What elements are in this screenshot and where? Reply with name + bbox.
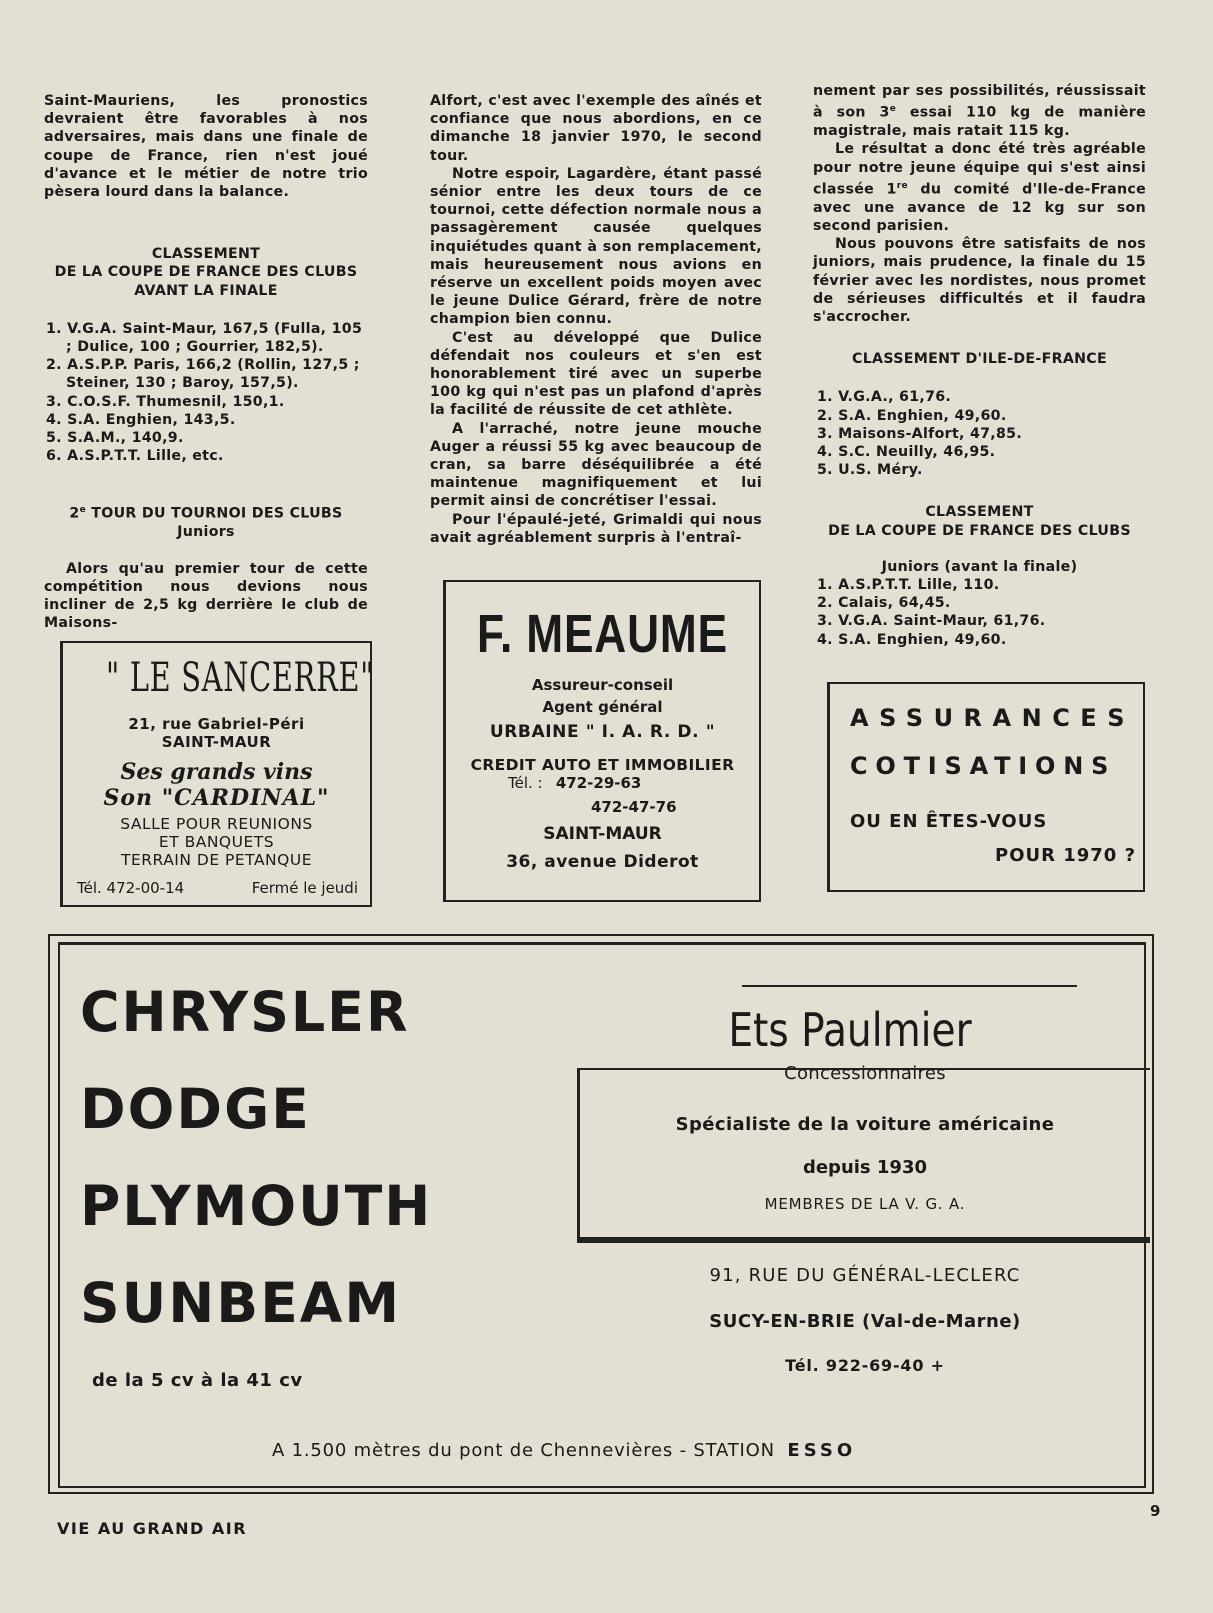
sancerre-closed: Fermé le jeudi bbox=[251, 879, 358, 897]
col1-tour-para: Alors qu'au premier tour de cette compétition nous devions nous incliner de 2,5 kg derrière le club de Maisons- bbox=[44, 560, 368, 632]
chrysler-footer: A 1.500 mètres du pont de Chennevières - STATION ESSO bbox=[272, 1440, 857, 1461]
col3-cf-heading: CLASSEMENT DE LA COUPE DE FRANCE DES CLUBS bbox=[828, 504, 1131, 539]
paulmier-town: SUCY-EN-BRIE (Val-de-Marne) bbox=[709, 1311, 1021, 1332]
sancerre-address: 21, rue Gabriel-Péri bbox=[128, 715, 305, 733]
list-item: 6. A.S.P.T.T. Lille, etc. bbox=[46, 448, 224, 465]
col3-para-1: nement par ses possibilités, réussissait à son 3e essai 110 kg de manière magistrale, mais ratait 115 kg. bbox=[813, 83, 1147, 140]
ad-le-sancerre bbox=[60, 641, 375, 907]
col1-intro: Saint-Mauriens, les pronostics devraient être favorables à nos adversaires, mais dans une finale de coupe de France, rien n'est joué d'avance et le métier de notre trio pèsera lourd dans la balance. bbox=[44, 93, 368, 201]
column-2 bbox=[430, 92, 762, 547]
list-item: 3. C.O.S.F. Thumesnil, 150,1. bbox=[46, 393, 285, 410]
meaume-role1: Assureur-conseil bbox=[531, 676, 674, 694]
sancerre-l4: ET BANQUETS bbox=[158, 833, 275, 851]
col2-para-2: Notre espoir, Lagardère, étant passé sénior entre les deux tours de ce tournoi, cette défection normale nous a passagèrement causée quelques inquiétudes quant à son remplacement, mais heureusement nous avions en réserve un excellent poids moyen avec le jeune Dulice Gérard, frère de notre champion bien connu. bbox=[430, 165, 762, 328]
list-item: 4. S.A. Enghien, 49,60. bbox=[817, 631, 1007, 648]
list-item: 4. S.C. Neuilly, 46,95. bbox=[817, 443, 996, 460]
sancerre-tel: Tél. 472-00-14 bbox=[77, 879, 185, 897]
sancerre-name: " LE SANCERRE" bbox=[105, 655, 375, 701]
list-item: 5. S.A.M., 140,9. bbox=[46, 430, 184, 447]
col3-cf-list bbox=[813, 576, 1146, 649]
ad-f-meaume bbox=[443, 580, 761, 902]
paulmier-specialist: Spécialiste de la voiture américaine bbox=[675, 1114, 1055, 1135]
assurances-l4: POUR 1970 ? bbox=[995, 845, 1137, 866]
list-item: 1. A.S.P.T.T. Lille, 110. bbox=[817, 576, 1000, 593]
paulmier-members: MEMBRES DE LA V. G. A. bbox=[764, 1195, 966, 1213]
assurances-l3: OU EN ÊTES-VOUS bbox=[850, 811, 1048, 832]
meaume-name: F. MEAUME bbox=[477, 604, 728, 664]
column-3 bbox=[813, 82, 1146, 649]
meaume-credit: CREDIT AUTO ET IMMOBILIER bbox=[470, 756, 735, 774]
sancerre-l3: SALLE POUR REUNIONS bbox=[120, 815, 313, 833]
col3-para-2: Le résultat a donc été très agréable pour notre jeune équipe qui s'est ainsi classée 1re du comité d'Ile-de-France avec une avance de 12 kg sur son second parisien. bbox=[813, 141, 1146, 234]
brand-sunbeam: SUNBEAM bbox=[80, 1271, 402, 1335]
paulmier-since: depuis 1930 bbox=[802, 1157, 928, 1178]
col3-cf-sub: Juniors (avant la finale) bbox=[881, 558, 1078, 575]
paulmier-top-rule bbox=[742, 985, 1077, 987]
meaume-company: URBAINE " I. A. R. D. " bbox=[489, 722, 716, 742]
list-item: 2. S.A. Enghien, 49,60. bbox=[817, 407, 1007, 424]
list-item: 3. V.G.A. Saint-Maur, 61,76. bbox=[817, 613, 1046, 630]
paulmier-street: 91, RUE DU GÉNÉRAL-LECLERC bbox=[709, 1265, 1021, 1286]
col3-idf-list bbox=[813, 388, 1146, 479]
sancerre-footer bbox=[77, 879, 358, 897]
paulmier-dealer: Ets Paulmier bbox=[728, 1003, 972, 1057]
meaume-tel2: 472-47-76 bbox=[591, 798, 677, 816]
col2-para-3: C'est au développé que Dulice défendait nos couleurs et s'en est honorablement tiré avec un superbe 100 kg qui n'est pas un plafond d'après la facilité de réussite de cet athlète. bbox=[430, 329, 762, 419]
col3-para-3: Nous pouvons être satisfaits de nos juniors, mais prudence, la finale du 15 février avec les nordistes, nous promet de sérieuses difficultés et il faudra s'accrocher. bbox=[813, 236, 1146, 325]
assurances-l1: ASSURANCES bbox=[850, 704, 1135, 732]
chrysler-brand-list bbox=[80, 980, 520, 1335]
col1-tour-heading: 2e TOUR DU TOURNOI DES CLUBS bbox=[69, 505, 343, 523]
col2-para-1: Alfort, c'est avec l'exemple des aînés et confiance que nous abordions, en ce dimanche 18 janvier 1970, le second tour. bbox=[430, 93, 762, 164]
list-item: 2. A.S.P.P. Paris, 166,2 (Rollin, 127,5 ; Steiner, 130 ; Baroy, 157,5). bbox=[46, 357, 360, 392]
magazine-name: VIE AU GRAND AIR bbox=[57, 1519, 248, 1538]
meaume-address: 36, avenue Diderot bbox=[506, 852, 699, 872]
page-number: 9 bbox=[1150, 1502, 1161, 1520]
column-1 bbox=[44, 92, 368, 632]
paulmier-tel: Tél. 922-69-40 + bbox=[785, 1356, 945, 1375]
ad-assurances bbox=[827, 682, 1145, 892]
chrysler-range: de la 5 cv à la 41 cv bbox=[92, 1370, 303, 1391]
meaume-city: SAINT-MAUR bbox=[543, 824, 662, 844]
list-item: 4. S.A. Enghien, 143,5. bbox=[46, 411, 236, 428]
list-item: 2. Calais, 64,45. bbox=[817, 595, 951, 612]
list-item: 3. Maisons-Alfort, 47,85. bbox=[817, 425, 1023, 442]
assurances-l2: COTISATIONS bbox=[850, 752, 1117, 780]
list-item: 5. U.S. Méry. bbox=[817, 462, 923, 479]
meaume-role2: Agent général bbox=[542, 698, 663, 716]
col2-para-4: A l'arraché, notre jeune mouche Auger a réussi 55 kg avec beaucoup de cran, sa barre déséquilibrée a été maintenue magnifiquement et lui permit ainsi de concrétiser l'essai. bbox=[430, 420, 762, 510]
sancerre-l5: TERRAIN DE PETANQUE bbox=[121, 851, 312, 869]
col3-idf-heading: CLASSEMENT D'ILE-DE-FRANCE bbox=[852, 351, 1107, 368]
brand-dodge: DODGE bbox=[80, 1077, 311, 1141]
list-item: 1. V.G.A. Saint-Maur, 167,5 (Fulla, 105 ; Dulice, 100 ; Gourrier, 182,5). bbox=[46, 320, 363, 356]
brand-plymouth: PLYMOUTH bbox=[80, 1174, 433, 1238]
col2-para-5: Pour l'épaulé-jeté, Grimaldi qui nous avait agréablement surpris à l'entraî- bbox=[430, 511, 762, 546]
meaume-tel: Tél. : 472-29-63 bbox=[508, 774, 642, 792]
sancerre-line2: Son "CARDINAL" bbox=[103, 785, 330, 811]
col1-ranking-list bbox=[44, 320, 368, 466]
sancerre-line1: Ses grands vins bbox=[120, 759, 313, 785]
col1-ranking-heading: CLASSEMENT DE LA COUPE DE FRANCE DES CLUBS AVANT LA FINALE bbox=[54, 246, 358, 299]
sancerre-city: SAINT-MAUR bbox=[161, 733, 272, 751]
brand-chrysler: CHRYSLER bbox=[80, 980, 410, 1044]
list-item: 1. V.G.A., 61,76. bbox=[817, 389, 952, 406]
col1-tour-sub: Juniors bbox=[177, 524, 235, 541]
paulmier-box bbox=[577, 1063, 1150, 1243]
paulmier-concession: Concessionnaires bbox=[784, 1063, 946, 1084]
